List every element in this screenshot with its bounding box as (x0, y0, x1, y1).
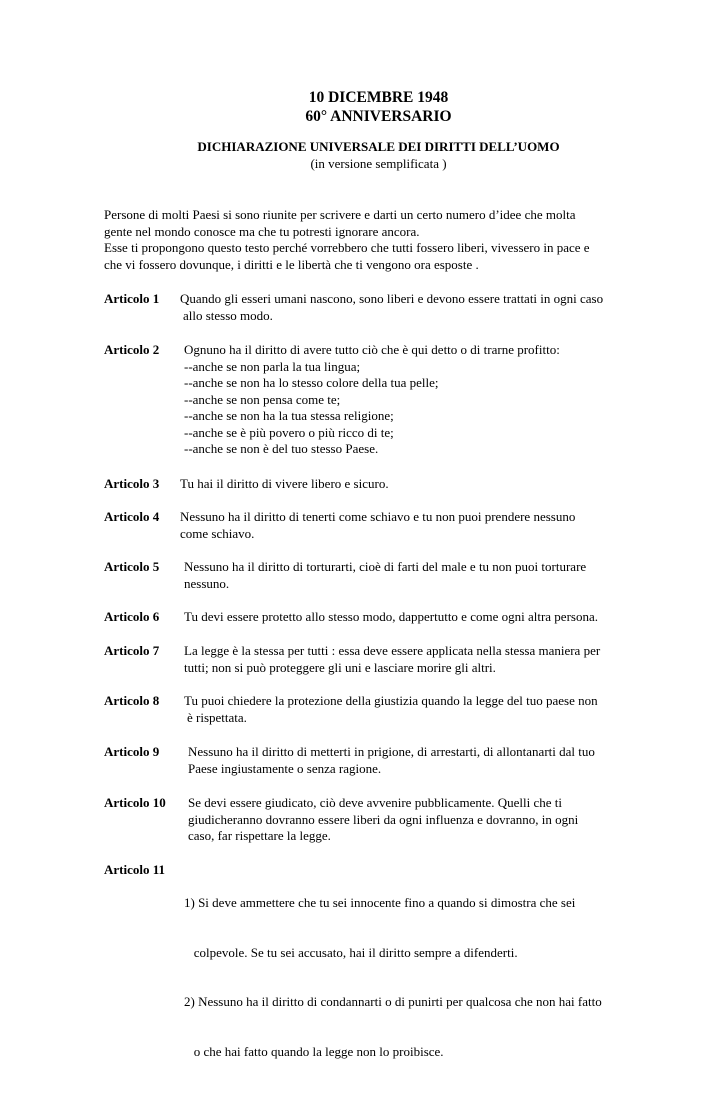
article-label: Articolo 9 (104, 744, 160, 759)
article-label: Articolo 6 (104, 609, 160, 624)
article-text (184, 862, 602, 1093)
article-line: La legge è la stessa per tutti : essa deve essere applicata nella stessa maniera per (184, 643, 601, 658)
article-line: giudicheranno dovranno essere liberi da ogni influenza e dovranno, in ogni (188, 811, 579, 827)
article-label: Articolo 2 (104, 342, 160, 357)
article-line: --anche se non ha la tua stessa religione; (184, 408, 394, 423)
article-line: --anche se non parla la tua lingua; (184, 358, 361, 374)
article-text (184, 693, 598, 726)
article-line: Tu hai il diritto di vivere libero e sicuro. (180, 476, 389, 491)
intro-line: Persone di molti Paesi si sono riunite per scrivere e darti un certo numero d’idee che molta (104, 207, 576, 222)
intro-line: Esse ti propongono questo testo perché vorrebbero che tutti fossero liberi, vivessero in pace e (104, 240, 590, 255)
article-label: Articolo 10 (104, 795, 166, 810)
article-line: allo stesso modo. (183, 307, 273, 323)
article-text (184, 643, 600, 676)
article-line: Quando gli esseri umani nascono, sono liberi e devono essere trattati in ogni caso (180, 291, 604, 306)
article-label: Articolo 3 (104, 476, 160, 491)
article-line: Se devi essere giudicato, ciò deve avvenire pubblicamente. Quelli che ti (188, 795, 562, 810)
article-text (184, 559, 586, 592)
article-label: Articolo 1 (104, 291, 160, 306)
article-line: nessuno. (184, 575, 230, 591)
article-line: 1) Si deve ammettere che tu sei innocente fino a quando si dimostra che sei (184, 895, 576, 910)
article-line: Paese ingiustamente o senza ragione. (188, 760, 382, 776)
article-line: Ognuno ha il diritto di avere tutto ciò che è qui detto o di trarne profitto: (184, 342, 560, 357)
article-line: caso, far rispettare la legge. (188, 828, 331, 843)
anniversary-title: 60° ANNIVERSARIO (305, 108, 452, 125)
intro-paragraph (104, 207, 664, 273)
article-text (188, 744, 595, 777)
article-line: Tu devi essere protetto allo stesso modo, dappertutto e come ogni altra persona. (184, 609, 598, 624)
article-label: Articolo 7 (104, 643, 160, 658)
article-line: Tu puoi chiedere la protezione della giustizia quando la legge del tuo paese non (184, 693, 598, 708)
article-text (184, 342, 560, 458)
article-text (184, 609, 598, 626)
article-line: è rispettata. (187, 709, 247, 725)
intro-line: gente nel mondo conosce ma che tu potresti ignorare ancora. (104, 223, 420, 239)
declaration-heading: DICHIARAZIONE UNIVERSALE DEI DIRITTI DELL’UOMO (197, 139, 560, 154)
article-label: Articolo 11 (104, 862, 166, 877)
article-line: o che hai fatto quando la legge non lo proibisce. (184, 1043, 444, 1059)
article-line: Nessuno ha il diritto di metterti in prigione, di arrestarti, di allontanarti dal tuo (188, 744, 595, 759)
article-line: 2) Nessuno ha il diritto di condannarti o di punirti per qualcosa che non hai fatto (184, 994, 602, 1009)
article-line: tutti; non si può proteggere gli uni e lasciare morire gli altri. (184, 659, 496, 675)
article-text (188, 795, 578, 845)
simplified-version-note: (in versione semplificata ) (310, 156, 447, 171)
article-label: Articolo 5 (104, 559, 160, 574)
article-line: --anche se non ha lo stesso colore della tua pelle; (184, 375, 439, 390)
article-label: Articolo 4 (104, 509, 160, 524)
article-text (180, 291, 603, 324)
article-label: Articolo 8 (104, 693, 160, 708)
intro-line: che vi fossero dovunque, i diritti e le libertà che ti vengono ora esposte . (104, 256, 479, 272)
article-line: --anche se è più povero o più ricco di te; (184, 424, 394, 440)
document-date: 10 DICEMBRE 1948 (308, 89, 449, 106)
article-line: come schiavo. (180, 525, 255, 541)
article-text (180, 476, 389, 493)
article-line: --anche se non pensa come te; (184, 391, 341, 407)
article-line: colpevole. Se tu sei accusato, hai il diritto sempre a difenderti. (184, 944, 518, 960)
article-line: --anche se non è del tuo stesso Paese. (184, 441, 379, 456)
article-line: Nessuno ha il diritto di torturarti, cioè di farti del male e tu non puoi torturare (184, 559, 587, 574)
article-line: Nessuno ha il diritto di tenerti come schiavo e tu non puoi prendere nessuno (180, 509, 576, 524)
article-text (180, 509, 575, 542)
